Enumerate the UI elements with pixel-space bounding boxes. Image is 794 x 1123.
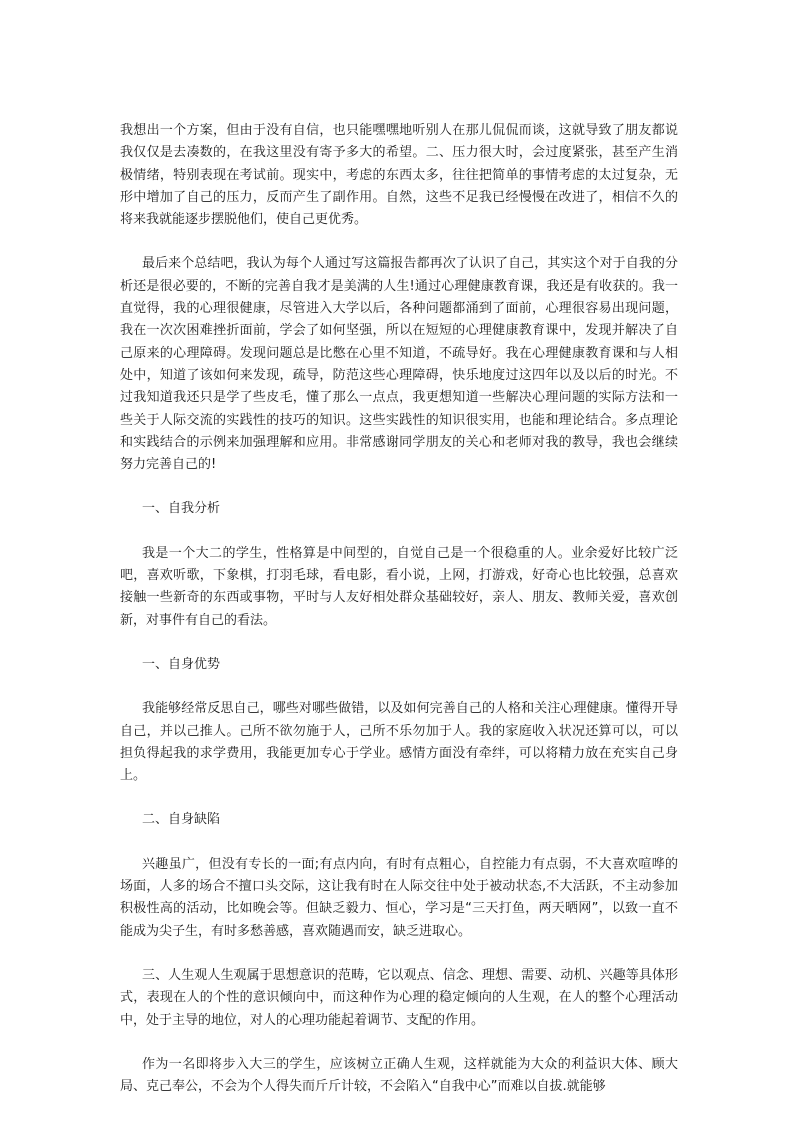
- heading-self-analysis: 一、自我分析: [142, 501, 221, 517]
- paragraph-outlook-on-life: 三、人生观人生观属于思想意识的范畴，它以观点、信念、理想、需要、动机、兴趣等具体形式，表现在人的个性的意识倾向中，而这种作为心理的稳定倾向的人生观，在人的整个心理活动中，处于主导的地位，对人的心理功能起着调节、支配的作用。: [120, 967, 678, 1028]
- paragraph-summary: 最后来个总结吧，我认为每个人通过写这篇报告都再次了认识了自己，其实这个对于自我的分析还是很必要的，不断的完善自我才是美满的人生!通过心理健康教育课，我还是有收获的。我一直觉得，我的心理很健康，尽管进入大学以后，各种问题都涌到了面前，心理很容易出现问题，我在一次次困难挫折面前，学会了如何坚强，所以在短短的心理健康教育课中，发现并解决了自己原来的心理障碍。发现问题总是比憋在心里不知道，不疏导好。我在心理健康教育课和与人相处中，知道了该如何来发现，疏导，防范这些心理障碍，快乐地度过这四年以及以后的时光。不过我知道我还只是学了些皮毛，懂了那么一点点，我更想知道一些解决心理问题的实际方法和一些关于人际交流的实践性的技巧的知识。这些实践性的知识很实用，也能和理论结合。多点理论和实践结合的示例来加强理解和应用。非常感谢同学朋友的关心和老师对我的教导，我也会继续努力完善自己的!: [120, 256, 678, 473]
- paragraph-strengths: 我能够经常反思自己，哪些对哪些做错，以及如何完善自己的人格和关注心理健康。懂得开导自己，并以己推人。己所不欲勿施于人，己所不乐勿加于人。我的家庭收入状况还算可以，可以担负得起我的求学费用，我能更加专心于学业。感情方面没有牵绊，可以将精力放在充实自己身上。: [120, 701, 678, 784]
- paragraph-weaknesses: 兴趣虽广，但没有专长的一面;有点内向，有时有点粗心，自控能力有点弱，不大喜欢喧哗的场面，人多的场合不擅口头交际，这让我有时在人际交往中处于被动状态,不大活跃，不主动参加积极性高的活动，比如晚会等。但缺乏毅力、恒心，学习是“三天打鱼，两天晒网”，以致一直不能成为尖子生，有时多愁善感，喜欢随遇而安，缺乏进取心。: [120, 856, 678, 939]
- paragraph-self-analysis: 我是一个大二的学生，性格算是中间型的，自觉自己是一个很稳重的人。业余爱好比较广泛吧，喜欢听歌，下象棋，打羽毛球，看电影，看小说，上网，打游戏，好奇心也比较强，总喜欢接触一些新奇的东西或事物，平时与人友好相处群众基础较好，亲人、朋友、教师关爱，喜欢创新，对事件有自己的看法。: [120, 545, 678, 628]
- heading-strengths: 一、自身优势: [142, 656, 221, 672]
- paragraph-lack-of-confidence: 我想出一个方案，但由于没有自信，也只能嘿嘿地听别人在那儿侃侃而谈，这就导致了朋友都说我仅仅是去凑数的，在我这里没有寄予多大的希望。二、压力很大时，会过度紧张，甚至产生消极情绪，特别表现在考试前。现实中，考虑的东西太多，往往把简单的事情考虑的太过复杂，无形中增加了自己的压力，反而产生了副作用。自然，这些不足我已经慢慢在改进了，相信不久的将来我就能逐步摆脱他们，使自己更优秀。: [120, 123, 678, 228]
- paragraph-junior-year: 作为一名即将步入大三的学生，应该树立正确人生观，这样就能为大众的利益识大体、顾大局、克己奉公，不会为个人得失而斤斤计较，不会陷入“自我中心”而难以自拔.就能够: [120, 1056, 678, 1095]
- heading-weaknesses: 二、自身缺陷: [142, 812, 221, 828]
- document-body: [120, 120, 678, 1120]
